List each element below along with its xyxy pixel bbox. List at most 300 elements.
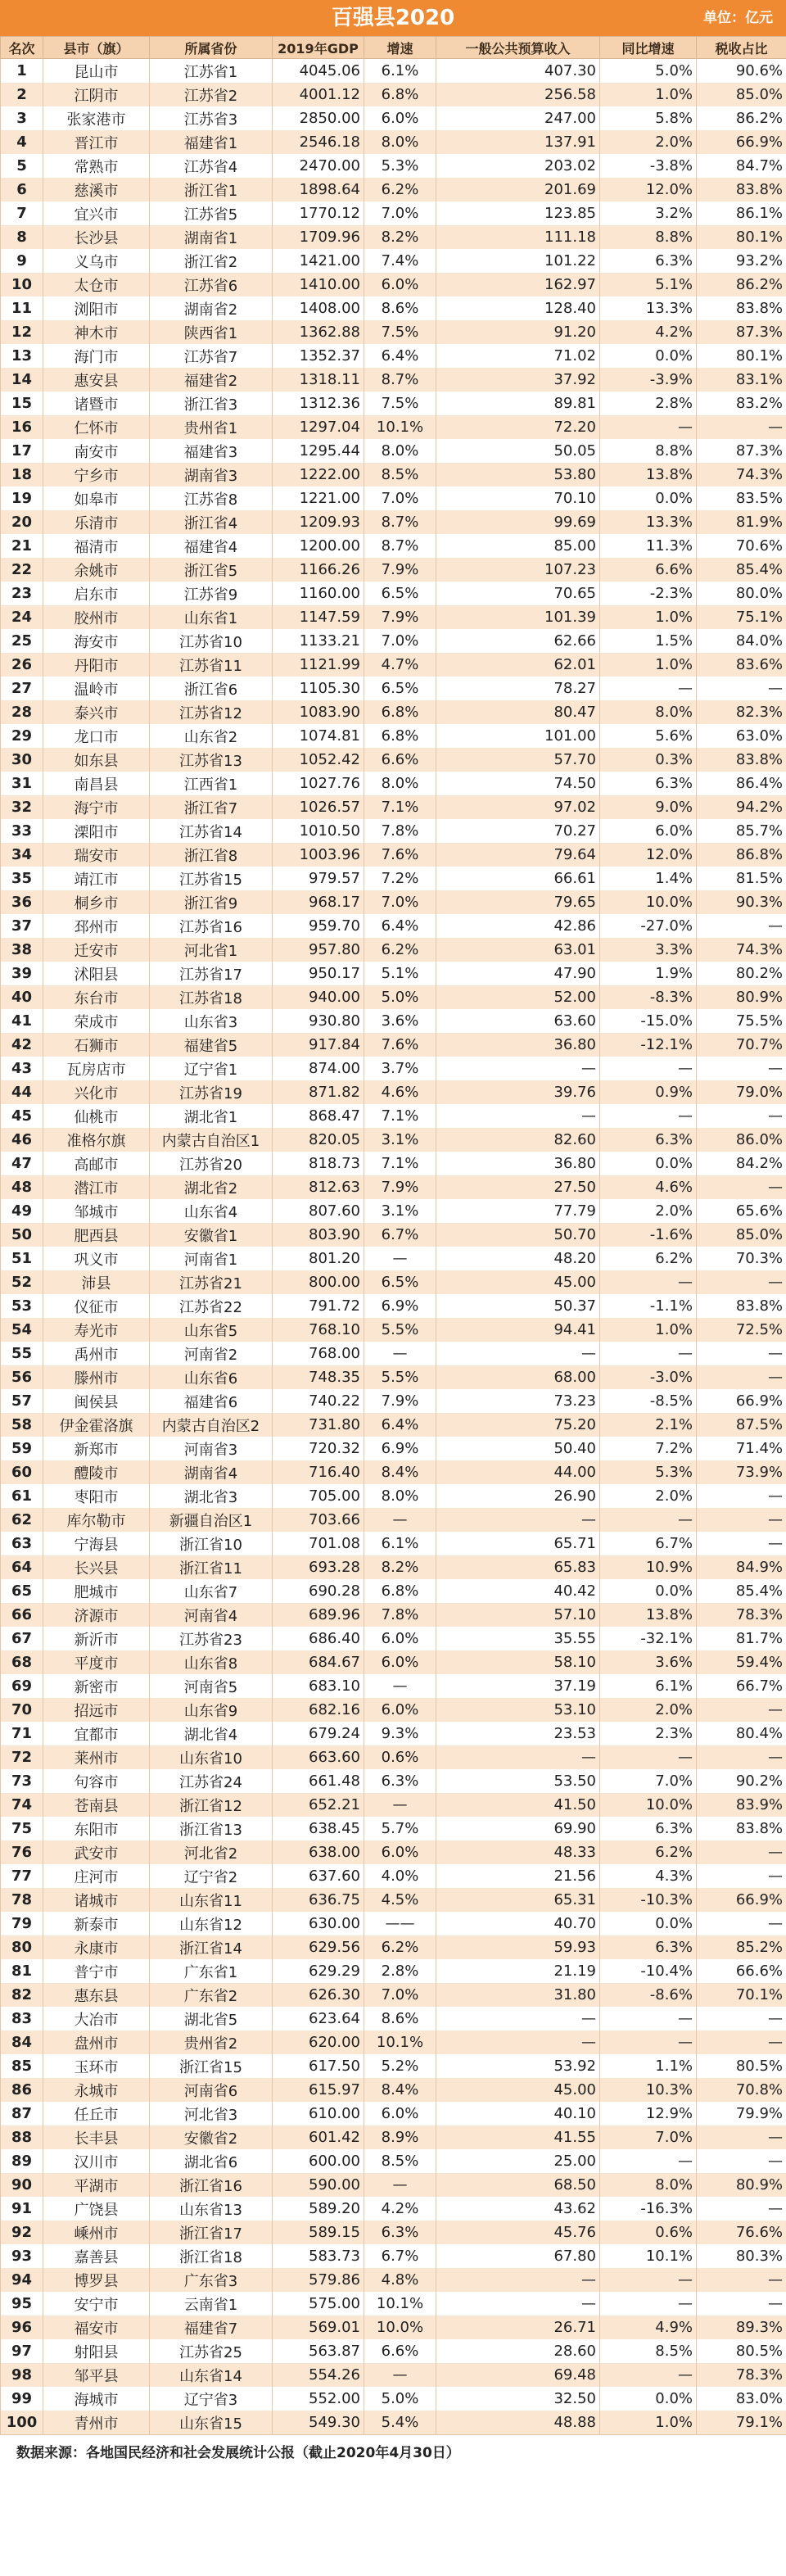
gdp-cell: 950.17 [273, 962, 364, 985]
table-header-row [1, 37, 786, 59]
gdp-cell: 968.17 [273, 890, 364, 914]
table-row [1, 273, 786, 297]
rank-cell: 18 [1, 463, 43, 487]
tax-share-cell: 63.0% [697, 724, 786, 748]
county-cell: 诸暨市 [43, 392, 150, 415]
rank-cell: 43 [1, 1057, 43, 1080]
revenue-growth-cell: 8.0% [600, 700, 697, 724]
tax-share-cell: 79.0% [697, 1080, 786, 1104]
growth-cell: 8.0% [364, 439, 436, 463]
growth-cell: 8.2% [364, 225, 436, 249]
tax-share-cell: 80.5% [697, 2054, 786, 2078]
province-cell: 湖北省5 [150, 2007, 273, 2030]
gdp-cell: 979.57 [273, 867, 364, 890]
gdp-cell: 554.26 [273, 2363, 364, 2387]
province-cell: 江苏省24 [150, 1769, 273, 1793]
tax-share-cell: 83.1% [697, 368, 786, 392]
county-cell: 长兴县 [43, 1555, 150, 1579]
gdp-cell: 2546.18 [273, 130, 364, 154]
county-cell: 东阳市 [43, 1817, 150, 1840]
province-cell: 辽宁省1 [150, 1057, 273, 1080]
revenue-cell: 91.20 [436, 320, 600, 344]
tax-share-cell: — [697, 1912, 786, 1935]
county-cell: 仁怀市 [43, 415, 150, 439]
revenue-growth-cell: — [600, 1270, 697, 1294]
growth-cell: 4.2% [364, 2197, 436, 2221]
revenue-growth-cell: 6.0% [600, 819, 697, 843]
rank-cell: 52 [1, 1270, 43, 1294]
growth-cell: 6.8% [364, 700, 436, 724]
gdp-cell: 4001.12 [273, 83, 364, 106]
revenue-growth-cell: 5.0% [600, 59, 697, 84]
rank-cell: 4 [1, 130, 43, 154]
tax-share-cell: — [697, 677, 786, 700]
province-cell: 浙江省1 [150, 178, 273, 201]
rank-cell: 51 [1, 1247, 43, 1270]
county-cell: 启东市 [43, 582, 150, 605]
province-cell: 江苏省2 [150, 83, 273, 106]
revenue-growth-cell: 13.3% [600, 510, 697, 534]
tax-share-cell: — [697, 1104, 786, 1128]
growth-cell: — [364, 1674, 436, 1698]
table-row [1, 1959, 786, 1983]
table-row [1, 2268, 786, 2292]
growth-cell: 5.0% [364, 985, 436, 1009]
revenue-growth-cell: 0.3% [600, 748, 697, 772]
table-row [1, 487, 786, 510]
province-cell: 陕西省1 [150, 320, 273, 344]
rank-cell: 86 [1, 2078, 43, 2102]
province-cell: 浙江省13 [150, 1817, 273, 1840]
revenue-cell: — [436, 1342, 600, 1365]
table-row [1, 415, 786, 439]
gdp-cell: 637.60 [273, 1864, 364, 1888]
revenue-growth-cell: 13.8% [600, 1603, 697, 1627]
county-cell: 新郑市 [43, 1437, 150, 1460]
province-cell: 福建省4 [150, 534, 273, 558]
county-cell: 滕州市 [43, 1365, 150, 1389]
growth-cell: 6.1% [364, 59, 436, 84]
province-cell: 浙江省6 [150, 677, 273, 700]
revenue-growth-cell: — [600, 2292, 697, 2316]
province-cell: 云南省1 [150, 2292, 273, 2316]
revenue-cell: 79.64 [436, 843, 600, 867]
gdp-cell: 1209.93 [273, 510, 364, 534]
revenue-cell: 48.20 [436, 1247, 600, 1270]
growth-cell: 8.0% [364, 1484, 436, 1508]
rank-cell: 16 [1, 415, 43, 439]
county-cell: 禹州市 [43, 1342, 150, 1365]
rank-cell: 7 [1, 201, 43, 225]
revenue-growth-cell: — [600, 2007, 697, 2030]
province-cell: 江苏省7 [150, 344, 273, 368]
growth-cell: 8.2% [364, 1555, 436, 1579]
county-cell: 济源市 [43, 1603, 150, 1627]
revenue-cell: — [436, 1104, 600, 1128]
revenue-growth-cell: 8.8% [600, 225, 697, 249]
gdp-cell: 630.00 [273, 1912, 364, 1935]
table-row [1, 1270, 786, 1294]
province-cell: 福建省2 [150, 368, 273, 392]
gdp-cell: 871.82 [273, 1080, 364, 1104]
gdp-cell: 940.00 [273, 985, 364, 1009]
province-cell: 河南省1 [150, 1247, 273, 1270]
table-row [1, 1294, 786, 1318]
table-row [1, 1175, 786, 1199]
revenue-growth-cell: -1.6% [600, 1223, 697, 1247]
table-row [1, 1579, 786, 1603]
revenue-cell: 68.50 [436, 2173, 600, 2197]
gdp-cell: 1121.99 [273, 653, 364, 677]
province-cell: 河北省2 [150, 1840, 273, 1864]
gdp-cell: 1026.57 [273, 795, 364, 819]
table-row [1, 653, 786, 677]
growth-cell: 6.6% [364, 748, 436, 772]
revenue-growth-cell: -27.0% [600, 914, 697, 938]
gdp-cell: 1362.88 [273, 320, 364, 344]
table-row [1, 510, 786, 534]
rank-cell: 8 [1, 225, 43, 249]
revenue-growth-cell: 8.8% [600, 439, 697, 463]
county-cell: 福安市 [43, 2316, 150, 2339]
table-row [1, 130, 786, 154]
table-row [1, 1983, 786, 2007]
gdp-cell: 1295.44 [273, 439, 364, 463]
rank-cell: 37 [1, 914, 43, 938]
table-row [1, 1318, 786, 1342]
revenue-cell: 40.70 [436, 1912, 600, 1935]
tax-share-cell: 59.4% [697, 1650, 786, 1674]
growth-cell: 5.1% [364, 962, 436, 985]
province-cell: 江苏省6 [150, 273, 273, 297]
table-row [1, 439, 786, 463]
revenue-cell: 128.40 [436, 297, 600, 320]
gdp-cell: 1408.00 [273, 297, 364, 320]
growth-cell: 6.0% [364, 1840, 436, 1864]
growth-cell: — [364, 2363, 436, 2387]
revenue-cell: 23.53 [436, 1722, 600, 1745]
gdp-cell: 959.70 [273, 914, 364, 938]
rank-cell: 84 [1, 2030, 43, 2054]
rank-cell: 31 [1, 772, 43, 795]
province-cell: 山东省4 [150, 1199, 273, 1223]
county-cell: 昆山市 [43, 59, 150, 84]
revenue-growth-cell: -8.6% [600, 1983, 697, 2007]
table-row [1, 605, 786, 629]
county-cell: 枣阳市 [43, 1484, 150, 1508]
revenue-cell: — [436, 2292, 600, 2316]
revenue-cell: 63.01 [436, 938, 600, 962]
revenue-cell: 50.40 [436, 1437, 600, 1460]
tax-share-cell: 80.0% [697, 582, 786, 605]
table-row [1, 1223, 786, 1247]
rank-cell: 89 [1, 2149, 43, 2173]
county-cell: 瑞安市 [43, 843, 150, 867]
table-row [1, 1413, 786, 1437]
county-cell: 邹城市 [43, 1199, 150, 1223]
revenue-cell: 45.00 [436, 1270, 600, 1294]
revenue-growth-cell: 1.0% [600, 83, 697, 106]
county-cell: 福清市 [43, 534, 150, 558]
tax-share-cell: 80.5% [697, 2339, 786, 2363]
growth-cell: 10.0% [364, 2316, 436, 2339]
gdp-cell: 617.50 [273, 2054, 364, 2078]
county-cell: 平湖市 [43, 2173, 150, 2197]
growth-cell: 5.3% [364, 154, 436, 178]
tax-share-cell: 84.9% [697, 1555, 786, 1579]
gdp-cell: 731.80 [273, 1413, 364, 1437]
tax-share-cell: — [697, 1484, 786, 1508]
revenue-growth-cell: 6.2% [600, 1840, 697, 1864]
revenue-cell: 82.60 [436, 1128, 600, 1152]
rank-cell: 14 [1, 368, 43, 392]
rank-cell: 69 [1, 1674, 43, 1698]
gdp-cell: 801.20 [273, 1247, 364, 1270]
tax-share-cell: 66.9% [697, 1389, 786, 1413]
table-row [1, 201, 786, 225]
province-cell: 浙江省11 [150, 1555, 273, 1579]
growth-cell: 7.0% [364, 487, 436, 510]
county-cell: 海城市 [43, 2387, 150, 2411]
county-cell: 如皋市 [43, 487, 150, 510]
revenue-cell: 40.42 [436, 1579, 600, 1603]
tax-share-cell: 66.7% [697, 1674, 786, 1698]
gdp-cell: 812.63 [273, 1175, 364, 1199]
growth-cell: 7.1% [364, 795, 436, 819]
growth-cell: 5.2% [364, 2054, 436, 2078]
revenue-growth-cell: 10.0% [600, 1793, 697, 1817]
province-cell: 山东省2 [150, 724, 273, 748]
table-row [1, 1080, 786, 1104]
gdp-cell: 663.60 [273, 1745, 364, 1769]
rank-cell: 83 [1, 2007, 43, 2030]
growth-cell: 7.0% [364, 890, 436, 914]
gdp-cell: 1027.76 [273, 772, 364, 795]
province-cell: 浙江省12 [150, 1793, 273, 1817]
rank-cell: 41 [1, 1009, 43, 1033]
county-cell: 准格尔旗 [43, 1128, 150, 1152]
rank-cell: 24 [1, 605, 43, 629]
county-cell: 乐清市 [43, 510, 150, 534]
county-cell: 泰兴市 [43, 700, 150, 724]
growth-cell: 7.1% [364, 1152, 436, 1175]
province-cell: 江苏省5 [150, 201, 273, 225]
revenue-cell: 407.30 [436, 59, 600, 84]
province-cell: 山东省5 [150, 1318, 273, 1342]
gdp-cell: 1074.81 [273, 724, 364, 748]
table-row [1, 1698, 786, 1722]
tax-share-cell: 86.2% [697, 273, 786, 297]
province-cell: 安徽省2 [150, 2126, 273, 2149]
revenue-growth-cell: 8.5% [600, 2339, 697, 2363]
rank-cell: 80 [1, 1935, 43, 1959]
revenue-growth-cell: 6.3% [600, 1817, 697, 1840]
rank-cell: 42 [1, 1033, 43, 1057]
gdp-cell: 638.45 [273, 1817, 364, 1840]
revenue-cell: 57.10 [436, 1603, 600, 1627]
tax-share-cell: 84.0% [697, 629, 786, 653]
revenue-growth-cell: 6.3% [600, 249, 697, 273]
growth-cell: — [364, 1247, 436, 1270]
county-cell: 仙桃市 [43, 1104, 150, 1128]
gdp-cell: 803.90 [273, 1223, 364, 1247]
growth-cell: 10.1% [364, 415, 436, 439]
revenue-cell: 59.93 [436, 1935, 600, 1959]
gdp-cell: 720.32 [273, 1437, 364, 1460]
tax-share-cell: — [697, 1365, 786, 1389]
growth-cell: 10.1% [364, 2030, 436, 2054]
revenue-growth-cell: 7.2% [600, 1437, 697, 1460]
revenue-growth-cell: -1.1% [600, 1294, 697, 1318]
revenue-growth-cell: 6.6% [600, 558, 697, 582]
tax-share-cell: 78.3% [697, 2363, 786, 2387]
rank-cell: 54 [1, 1318, 43, 1342]
county-cell: 溧阳市 [43, 819, 150, 843]
growth-cell: — [364, 1342, 436, 1365]
table-row [1, 83, 786, 106]
county-cell: 巩义市 [43, 1247, 150, 1270]
revenue-growth-cell: 10.3% [600, 2078, 697, 2102]
rank-cell: 82 [1, 1983, 43, 2007]
revenue-cell: 26.90 [436, 1484, 600, 1508]
gdp-cell: 615.97 [273, 2078, 364, 2102]
tax-share-cell: 70.3% [697, 1247, 786, 1270]
table-row [1, 2387, 786, 2411]
table-row [1, 1722, 786, 1745]
revenue-cell: 69.90 [436, 1817, 600, 1840]
table-row [1, 1793, 786, 1817]
gdp-cell: 740.22 [273, 1389, 364, 1413]
tax-share-cell: 89.3% [697, 2316, 786, 2339]
rank-cell: 75 [1, 1817, 43, 1840]
province-cell: 福建省5 [150, 1033, 273, 1057]
tax-share-cell: 90.3% [697, 890, 786, 914]
gdp-cell: 1133.21 [273, 629, 364, 653]
rank-cell: 21 [1, 534, 43, 558]
revenue-growth-cell: — [600, 1342, 697, 1365]
tax-share-cell: 79.9% [697, 2102, 786, 2126]
county-cell: 宁海县 [43, 1532, 150, 1555]
growth-cell: 5.7% [364, 1817, 436, 1840]
growth-cell: 7.0% [364, 201, 436, 225]
revenue-growth-cell: 1.0% [600, 2411, 697, 2434]
tax-share-cell: 70.1% [697, 1983, 786, 2007]
revenue-growth-cell: 5.6% [600, 724, 697, 748]
revenue-cell: 41.55 [436, 2126, 600, 2149]
revenue-growth-cell: 0.0% [600, 2387, 697, 2411]
county-cell: 惠东县 [43, 1983, 150, 2007]
county-cell: 青州市 [43, 2411, 150, 2434]
revenue-cell: 65.83 [436, 1555, 600, 1579]
province-cell: 广东省3 [150, 2268, 273, 2292]
table-row [1, 1009, 786, 1033]
growth-cell: 6.3% [364, 1769, 436, 1793]
gdp-cell: 2470.00 [273, 154, 364, 178]
county-cell: 广饶县 [43, 2197, 150, 2221]
revenue-cell: 58.10 [436, 1650, 600, 1674]
revenue-cell: 25.00 [436, 2149, 600, 2173]
province-cell: 湖北省3 [150, 1484, 273, 1508]
revenue-cell: 53.10 [436, 1698, 600, 1722]
growth-cell: 7.6% [364, 1033, 436, 1057]
county-cell: 诸城市 [43, 1888, 150, 1912]
table-row [1, 819, 786, 843]
county-cell: 海安市 [43, 629, 150, 653]
revenue-growth-cell: 12.0% [600, 178, 697, 201]
rank-cell: 26 [1, 653, 43, 677]
revenue-cell: 247.00 [436, 106, 600, 130]
county-cell: 沭阳县 [43, 962, 150, 985]
header-tax-share: 税收占比 [697, 37, 786, 59]
tax-share-cell: 70.6% [697, 534, 786, 558]
tax-share-cell: 83.8% [697, 297, 786, 320]
county-cell: 宜都市 [43, 1722, 150, 1745]
gdp-cell: 1166.26 [273, 558, 364, 582]
province-cell: 安徽省1 [150, 1223, 273, 1247]
revenue-cell: 37.92 [436, 368, 600, 392]
province-cell: 江苏省10 [150, 629, 273, 653]
revenue-growth-cell: 7.0% [600, 2126, 697, 2149]
revenue-cell: 50.37 [436, 1294, 600, 1318]
province-cell: 江苏省22 [150, 1294, 273, 1318]
county-cell: 平度市 [43, 1650, 150, 1674]
revenue-growth-cell: 3.2% [600, 201, 697, 225]
rank-cell: 35 [1, 867, 43, 890]
gdp-cell: 1222.00 [273, 463, 364, 487]
county-cell: 慈溪市 [43, 178, 150, 201]
growth-cell: — [364, 2173, 436, 2197]
rank-cell: 99 [1, 2387, 43, 2411]
growth-cell: 4.0% [364, 1864, 436, 1888]
gdp-cell: 690.28 [273, 1579, 364, 1603]
revenue-cell: 70.27 [436, 819, 600, 843]
revenue-growth-cell: 0.9% [600, 1080, 697, 1104]
growth-cell: — [364, 1508, 436, 1532]
growth-cell: 8.0% [364, 772, 436, 795]
gdp-cell: 807.60 [273, 1199, 364, 1223]
table-row [1, 106, 786, 130]
gdp-cell: 626.30 [273, 1983, 364, 2007]
table-row [1, 677, 786, 700]
county-cell: 丹阳市 [43, 653, 150, 677]
revenue-growth-cell: 0.0% [600, 1152, 697, 1175]
revenue-cell: 28.60 [436, 2339, 600, 2363]
rank-cell: 20 [1, 510, 43, 534]
tax-share-cell: 83.5% [697, 487, 786, 510]
tax-share-cell: 66.9% [697, 1888, 786, 1912]
county-cell: 玉环市 [43, 2054, 150, 2078]
rank-cell: 71 [1, 1722, 43, 1745]
revenue-growth-cell: — [600, 415, 697, 439]
county-cell: 新泰市 [43, 1912, 150, 1935]
province-cell: 广东省1 [150, 1959, 273, 1983]
county-cell: 肥城市 [43, 1579, 150, 1603]
rank-cell: 85 [1, 2054, 43, 2078]
province-cell: 河南省6 [150, 2078, 273, 2102]
tax-share-cell: 79.1% [697, 2411, 786, 2434]
province-cell: 山东省6 [150, 1365, 273, 1389]
table-row [1, 1817, 786, 1840]
revenue-cell: 65.31 [436, 1888, 600, 1912]
revenue-growth-cell: 2.0% [600, 1484, 697, 1508]
county-cell: 惠安县 [43, 368, 150, 392]
revenue-growth-cell: 6.7% [600, 1532, 697, 1555]
county-cell: 嘉善县 [43, 2244, 150, 2268]
province-cell: 山东省11 [150, 1888, 273, 1912]
tax-share-cell: 81.7% [697, 1627, 786, 1650]
rank-cell: 30 [1, 748, 43, 772]
county-cell: 靖江市 [43, 867, 150, 890]
